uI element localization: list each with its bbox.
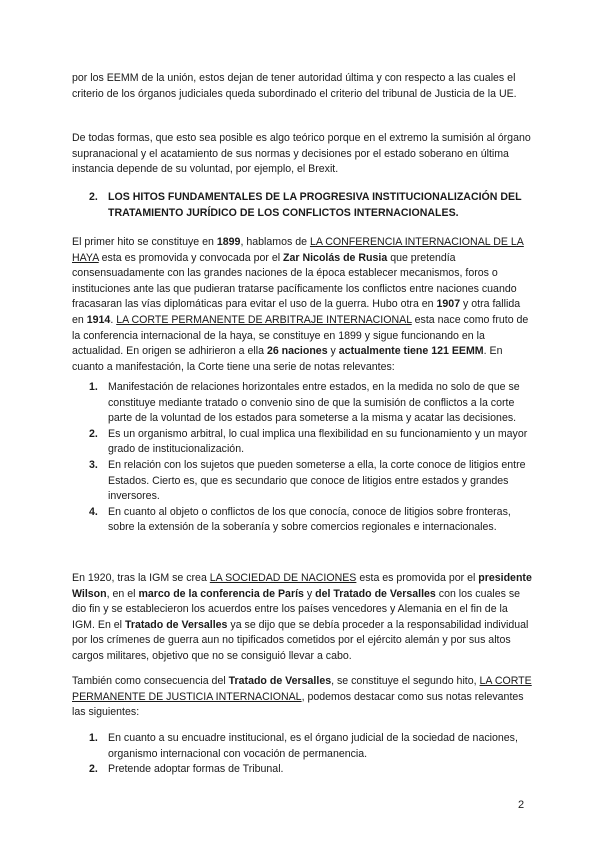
list-item: 2. Es un organismo arbitral, lo cual implica una flexibilidad en su funcionamiento y un mayor grado de institucionalización.	[89, 427, 528, 456]
arbitration-court-notes-list	[89, 380, 531, 536]
list-item: 4. En cuanto al objeto o conflictos de los que conocía, conoce de litigios sobre fronteras, sobre la extensión de la soberanía y sobre comercios regionales e internacionales.	[89, 505, 511, 534]
list-item: 1. Manifestación de relaciones horizontales entre estados, en la medida no solo de que se constituye mediante tratado o convenio sino de que la sumisión de conflictos a la corte parte de la voluntad de los estados para someterse a la misma y acatar las decisiones.	[89, 381, 520, 425]
paragraph-brexit: De todas formas, que esto sea posible es algo teórico porque en el extremo la sumisión al órgano supranacional y el acatamiento de sus normas y decisiones por el estado soberano en última instancia depende de su voluntad, por ejemplo, el Brexit.	[72, 132, 531, 176]
permanent-court-notes-list	[89, 731, 531, 778]
section-number: 2.	[89, 191, 98, 203]
arbitration-court-name: LA CORTE PERMANENTE DE ARBITRAJE INTERNACIONAL	[116, 313, 412, 326]
list-item: 3. En relación con los sujetos que pueden someterse a ella, la corte conoce de litigios entre Estados. Cierto es, que es secundario que conoce de litigios entre estados y grandes inversores.	[89, 458, 526, 503]
paragraph-hague-conference: El primer hito se constituye en 1899, hablamos de LA CONFERENCIA INTERNACIONAL DE LA HAYA esta es promovida y convocada por el Zar Nicolás de Rusia que pretendía consensuadamente con las grandes naciones de la época establecer mecanismos, foros o instituciones ante las que pudieran tratarse pacíficamente los conflictos entre naciones cuando fracasaran las vías diplomáticas para evitar el uso de la guerra. Hubo otra en 1907 y otra fallida en 1914. LA CORTE PERMANENTE DE ARBITRAJE INTERNACIONAL esta nace como fruto de la conferencia internacional de la haya, se constituye en 1899 y sigue funcionando en la actualidad. En origen se adhirieron a ella 26 naciones y actualmente tiene 121 EEMM. En cuanto a manifestación, la Corte tiene una serie de notas relevantes:	[72, 236, 529, 373]
paragraph-league-of-nations: En 1920, tras la IGM se crea LA SOCIEDAD DE NACIONES esta es promovida por el presidente Wilson, en el marco de la conferencia de París y del Tratado de Versalles con los cuales se dio fin y se establecieron los acuerdos entre los países vencedores y Alemania en el fin de la IGM. En el Tratado de Versalles ya se dijo que se debía proceder a la responsabilidad individual por los crímenes de guerra aun no tipificados cometidos por el ejército alemán y por sus altos cargos militares, objetivo que no se consiguió llevar a cabo.	[72, 572, 532, 662]
section-title: LOS HITOS FUNDAMENTALES DE LA PROGRESIVA INSTITUCIONALIZACIÓN DEL TRATAMIENTO JURÍDICO DE LOS CONFLICTOS INTERNACIONALES.	[108, 191, 522, 219]
list-item: 2. Pretende adoptar formas de Tribunal.	[89, 763, 284, 776]
paragraph-eu-court: por los EEMM de la unión, estos dejan de tener autoridad última y con respecto a las cuales el criterio de los órganos judiciales queda subordinado el criterio del tribunal de Justicia de la UE.	[72, 72, 517, 100]
page-number: 2	[518, 799, 525, 811]
paragraph-permanent-court: También como consecuencia del Tratado de Versalles, se constituye el segundo hito, LA CORTE PERMANENTE DE JUSTICIA INTERNACIONAL, podemos destacar como sus notas relevantes las siguientes:	[72, 675, 532, 719]
league-of-nations-name: LA SOCIEDAD DE NACIONES	[209, 572, 357, 584]
hague-conference-name: LA CONFERENCIA INTERNACIONAL DE LA HAYA	[72, 236, 524, 264]
section-heading	[89, 190, 534, 222]
list-item: 1. En cuanto a su encuadre institucional, es el órgano judicial de la sociedad de naciones, organismo internacional con vocación de permanencia.	[89, 732, 518, 760]
permanent-court-name: LA CORTE PERMANENTE DE JUSTICIA INTERNACIONAL	[72, 675, 532, 703]
